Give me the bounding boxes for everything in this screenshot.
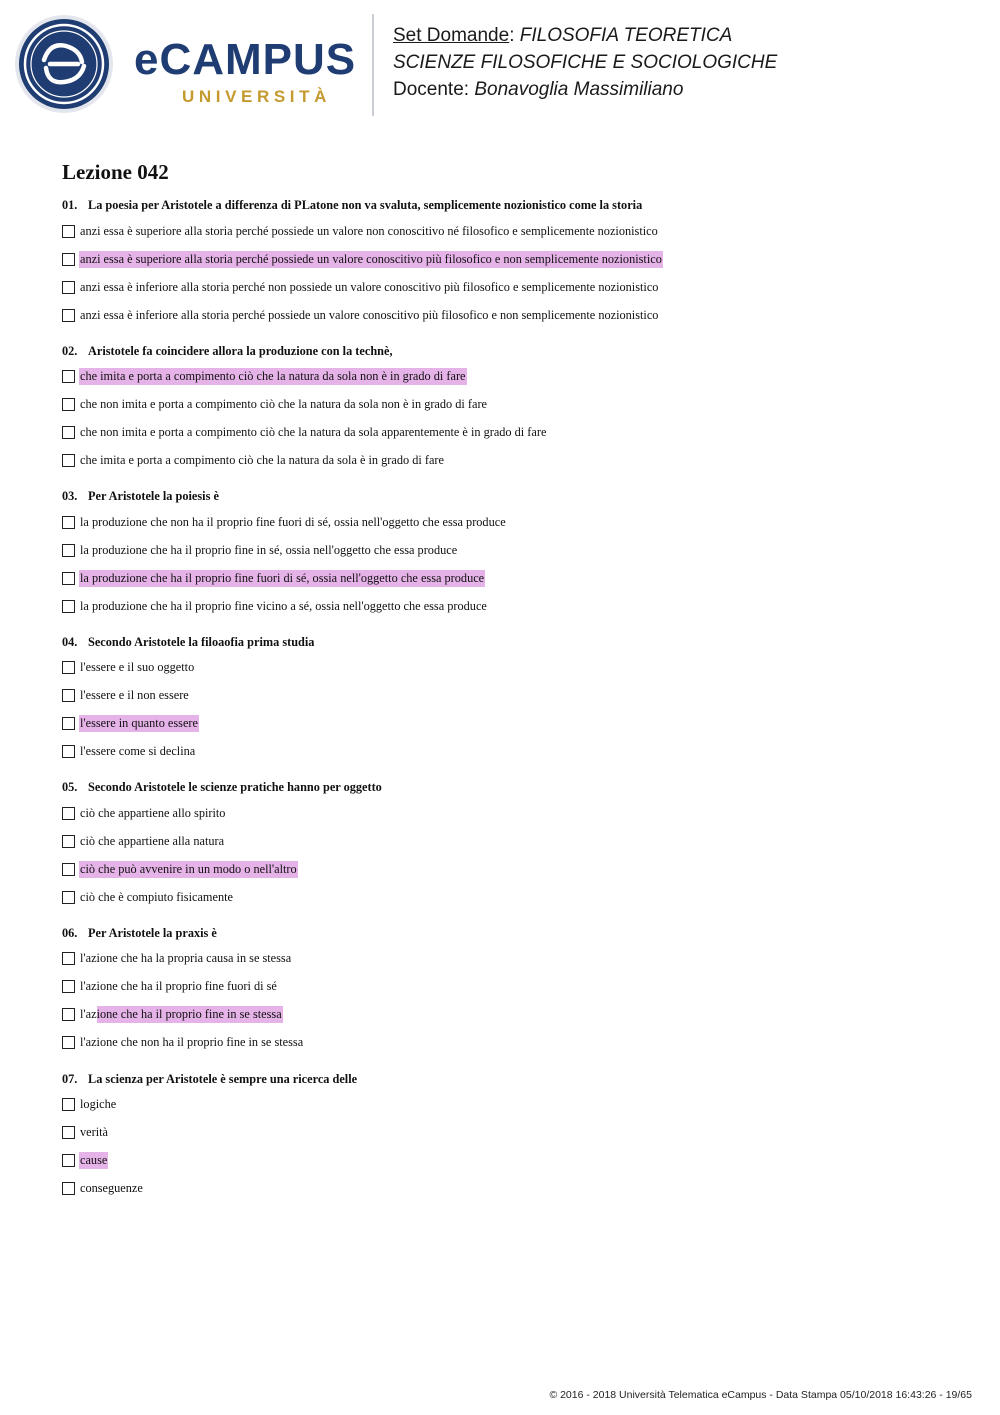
question-number: 07.: [62, 1071, 78, 1086]
answer-option[interactable]: [62, 301, 962, 329]
answer-checkbox[interactable]: [62, 835, 75, 848]
lesson-title: Lezione 042: [62, 160, 169, 184]
question-list: [62, 198, 962, 1217]
question-prompt: Aristotele fa coincidere allora la produzione con la technè,: [88, 343, 393, 358]
answer-option[interactable]: [62, 738, 962, 766]
question-block: [62, 489, 962, 620]
answer-checkbox[interactable]: [62, 661, 75, 674]
brand-subtitle: UNIVERSITÀ: [182, 87, 331, 106]
answer-option[interactable]: [62, 273, 962, 301]
answer-checkbox[interactable]: [62, 1126, 75, 1139]
question-block: [62, 344, 962, 475]
answer-label-highlighted: l'essere in quanto essere: [80, 716, 198, 731]
answer-checkbox[interactable]: [62, 454, 75, 467]
header-divider: [372, 14, 374, 116]
answer-checkbox[interactable]: [62, 807, 75, 820]
answer-option[interactable]: [62, 564, 962, 592]
answer-option[interactable]: [62, 217, 962, 245]
answer-checkbox[interactable]: [62, 370, 75, 383]
question-block: [62, 635, 962, 766]
answer-label: verità: [80, 1125, 108, 1140]
answer-checkbox[interactable]: [62, 516, 75, 529]
question-prompt: Secondo Aristotele le scienze pratiche hanno per oggetto: [88, 780, 382, 795]
question-text: [62, 635, 962, 650]
answer-label: anzi essa è inferiore alla storia perché possiede un valore conoscitivo più filosofico e non semplicemente nozionistico: [80, 307, 659, 322]
answer-label-highlighted: la produzione che ha il proprio fine fuori di sé, ossia nell'oggetto che essa produce: [80, 570, 485, 585]
answer-label: che imita e porta a compimento ciò che la natura da sola è in grado di fare: [80, 453, 444, 468]
answer-label: l'azione che ha la propria causa in se stessa: [80, 951, 292, 966]
answer-option[interactable]: [62, 1029, 962, 1057]
answer-label: la produzione che ha il proprio fine in sé, ossia nell'oggetto che essa produce: [80, 542, 458, 557]
question-block: [62, 1072, 962, 1203]
answer-label: ciò che appartiene alla natura: [80, 833, 225, 848]
answer-label: logiche: [80, 1097, 117, 1112]
answer-label: che non imita e porta a compimento ciò che la natura da sola apparentemente è in grado di fare: [80, 425, 547, 440]
set-colon: :: [509, 25, 515, 46]
answer-option[interactable]: [62, 1119, 962, 1147]
answer-option[interactable]: [62, 855, 962, 883]
answer-checkbox[interactable]: [62, 1182, 75, 1195]
answer-option[interactable]: [62, 391, 962, 419]
question-block: [62, 926, 962, 1057]
answer-option[interactable]: [62, 682, 962, 710]
answer-checkbox[interactable]: [62, 863, 75, 876]
answer-option[interactable]: [62, 245, 962, 273]
answer-option[interactable]: [62, 536, 962, 564]
answer-option[interactable]: [62, 363, 962, 391]
question-text: [62, 926, 962, 941]
answer-label: la produzione che non ha il proprio fine fuori di sé, ossia nell'oggetto che essa produce: [80, 514, 506, 529]
answer-option[interactable]: [62, 508, 962, 536]
answer-checkbox[interactable]: [62, 1154, 75, 1167]
answer-label-highlighted: che imita e porta a compimento ciò che la natura da sola non è in grado di fare: [80, 369, 466, 384]
docente-label: Docente:: [393, 79, 470, 100]
answer-option[interactable]: [62, 799, 962, 827]
answer-checkbox[interactable]: [62, 572, 75, 585]
question-number: 04.: [62, 634, 78, 649]
question-prompt: La scienza per Aristotele è sempre una ricerca delle: [88, 1071, 358, 1086]
answer-option[interactable]: [62, 1175, 962, 1203]
answer-label: anzi essa è superiore alla storia perché possiede un valore non conoscitivo né filosofico e semplicemente nozionistico: [80, 223, 658, 238]
answer-checkbox[interactable]: [62, 1098, 75, 1111]
answer-label: l'azione che ha il proprio fine fuori di sé: [80, 979, 277, 994]
question-text: [62, 780, 962, 795]
answer-label: anzi essa è inferiore alla storia perché non possiede un valore conoscitivo più filosofico e semplicemente nozionistico: [80, 279, 659, 294]
answer-label: l'essere e il non essere: [80, 688, 189, 703]
answer-checkbox[interactable]: [62, 309, 75, 322]
docente-line: [393, 76, 777, 103]
answer-option[interactable]: [62, 1001, 962, 1029]
question-prompt: Per Aristotele la poiesis è: [88, 489, 219, 504]
question-prompt: La poesia per Aristotele a differenza di PLatone non va svaluta, semplicemente nozionistico come la storia: [88, 198, 643, 212]
answer-checkbox[interactable]: [62, 225, 75, 238]
answer-checkbox[interactable]: [62, 689, 75, 702]
question-number: 05.: [62, 780, 78, 795]
course-name: FILOSOFIA TEORETICA: [519, 25, 733, 46]
set-line: [393, 22, 777, 49]
header-info: [393, 22, 777, 103]
answer-option[interactable]: [62, 710, 962, 738]
brand-wordmark: eCAMPUS: [134, 35, 357, 84]
faculty-name: SCIENZE FILOSOFICHE E SOCIOLOGICHE: [393, 52, 778, 73]
footer-copyright: © 2016 - 2018 Università Telematica eCampus - Data Stampa 05/10/2018 16:43:26 - 19/65: [549, 1389, 972, 1401]
question-prompt: Secondo Aristotele la filoaofia prima studia: [88, 634, 315, 649]
answer-checkbox[interactable]: [62, 1008, 75, 1021]
answer-checkbox[interactable]: [62, 891, 75, 904]
answer-label: ciò che è compiuto fisicamente: [80, 889, 233, 904]
answer-option[interactable]: [62, 827, 962, 855]
question-prompt: Per Aristotele la praxis è: [88, 925, 217, 940]
answer-checkbox[interactable]: [62, 600, 75, 613]
answer-checkbox[interactable]: [62, 1036, 75, 1049]
question-text: [62, 489, 962, 504]
set-label: Set Domande: [393, 25, 510, 46]
answer-checkbox[interactable]: [62, 281, 75, 294]
answer-option[interactable]: [62, 973, 962, 1001]
question-number: 02.: [62, 343, 78, 358]
question-number: 01.: [62, 198, 78, 212]
answer-label: l'azione che non ha il proprio fine in se stessa: [80, 1035, 304, 1050]
question-text: [62, 198, 962, 213]
answer-option[interactable]: [62, 1147, 962, 1175]
answer-option[interactable]: [62, 592, 962, 620]
answer-checkbox[interactable]: [62, 398, 75, 411]
answer-option[interactable]: [62, 883, 962, 911]
answer-label-highlighted: ciò che può avvenire in un modo o nell'altro: [80, 861, 297, 876]
question-number: 06.: [62, 925, 78, 940]
answer-label: l'essere e il suo oggetto: [80, 660, 195, 675]
ecampus-logo-seal: [14, 14, 114, 119]
answer-label: conseguenze: [80, 1181, 143, 1196]
answer-label: che non imita e porta a compimento ciò che la natura da sola non è in grado di fare: [80, 397, 488, 412]
answer-checkbox[interactable]: [62, 717, 75, 730]
answer-option[interactable]: [62, 945, 962, 973]
answer-option[interactable]: [62, 419, 962, 447]
answer-option[interactable]: [62, 654, 962, 682]
answer-option[interactable]: [62, 447, 962, 475]
answer-label-highlighted: ione che ha il proprio fine in se stessa: [96, 1007, 282, 1022]
docente-name: Bonavoglia Massimiliano: [474, 79, 684, 100]
answer-label: la produzione che ha il proprio fine vicino a sé, ossia nell'oggetto che essa produce: [80, 598, 487, 613]
question-block: [62, 198, 962, 329]
answer-checkbox[interactable]: [62, 253, 75, 266]
question-number: 03.: [62, 489, 78, 504]
answer-checkbox[interactable]: [62, 952, 75, 965]
question-block: [62, 780, 962, 911]
answer-label: ciò che appartiene allo spirito: [80, 805, 226, 820]
answer-label: l'essere come si declina: [80, 744, 196, 759]
question-text: [62, 344, 962, 359]
answer-checkbox[interactable]: [62, 745, 75, 758]
answer-option[interactable]: [62, 1091, 962, 1119]
question-text: [62, 1072, 962, 1087]
answer-checkbox[interactable]: [62, 544, 75, 557]
answer-label-highlighted: cause: [80, 1153, 108, 1168]
answer-checkbox[interactable]: [62, 980, 75, 993]
answer-checkbox[interactable]: [62, 426, 75, 439]
answer-label-highlighted: anzi essa è superiore alla storia perché possiede un valore conoscitivo più filosofico e non semplicemente nozionistico: [80, 251, 662, 266]
answer-label-prefix: l'az: [80, 1007, 97, 1022]
